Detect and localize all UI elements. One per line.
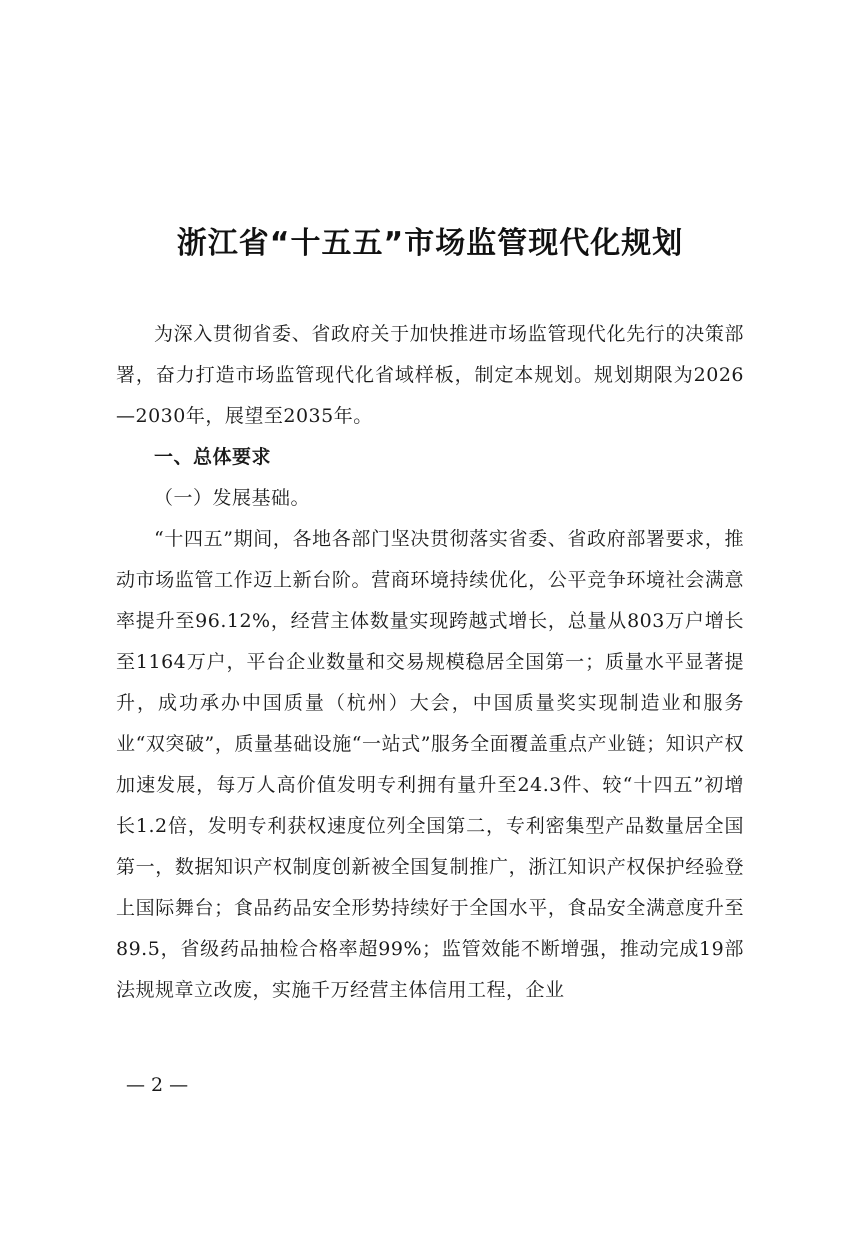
subsection-heading-development-basis: （一）发展基础。 bbox=[154, 487, 311, 509]
page-number: — 2 — bbox=[126, 1074, 189, 1096]
body-paragraph: “十四五”期间，各地各部门坚决贯彻落实省委、省政府部署要求，推动市场监管工作迈上新台阶。营商环境持续优化，公平竞争环境社会满意率提升至96.12%，经营主体数量实现跨越式增长，总量从803万户增长至1164万户，平台企业数量和交易规模稳居全国第一；质量水平显著提升，成功承办中国质量（杭州）大会，中国质量奖实现制造业和服务业“双突破”，质量基础设施“一站式”服务全面覆盖重点产业链；知识产权加速发展，每万人高价值发明专利拥有量升至24.3件、较“十四五”初增长1.2倍，发明专利获权速度位列全国第二，专利密集型产品数量居全国第一，数据知识产权制度创新被全国复制推广，浙江知识产权保护经验登上国际舞台；食品药品安全形势持续好于全国水平，食品安全满意度升至89.5，省级药品抽检合格率超99%；监管效能不断增强，推动完成19部法规规章立改废，实施千万经营主体信用工程，企业 bbox=[116, 528, 744, 1001]
document-title: 浙江省“十五五”市场监管现代化规划 bbox=[176, 226, 684, 261]
document-body bbox=[116, 314, 744, 1011]
section-heading-general-requirements: 一、总体要求 bbox=[154, 446, 272, 468]
intro-paragraph: 为深入贯彻省委、省政府关于加快推进市场监管现代化先行的决策部署，奋力打造市场监管现代化省域样板，制定本规划。规划期限为2026—2030年，展望至2035年。 bbox=[116, 323, 744, 427]
